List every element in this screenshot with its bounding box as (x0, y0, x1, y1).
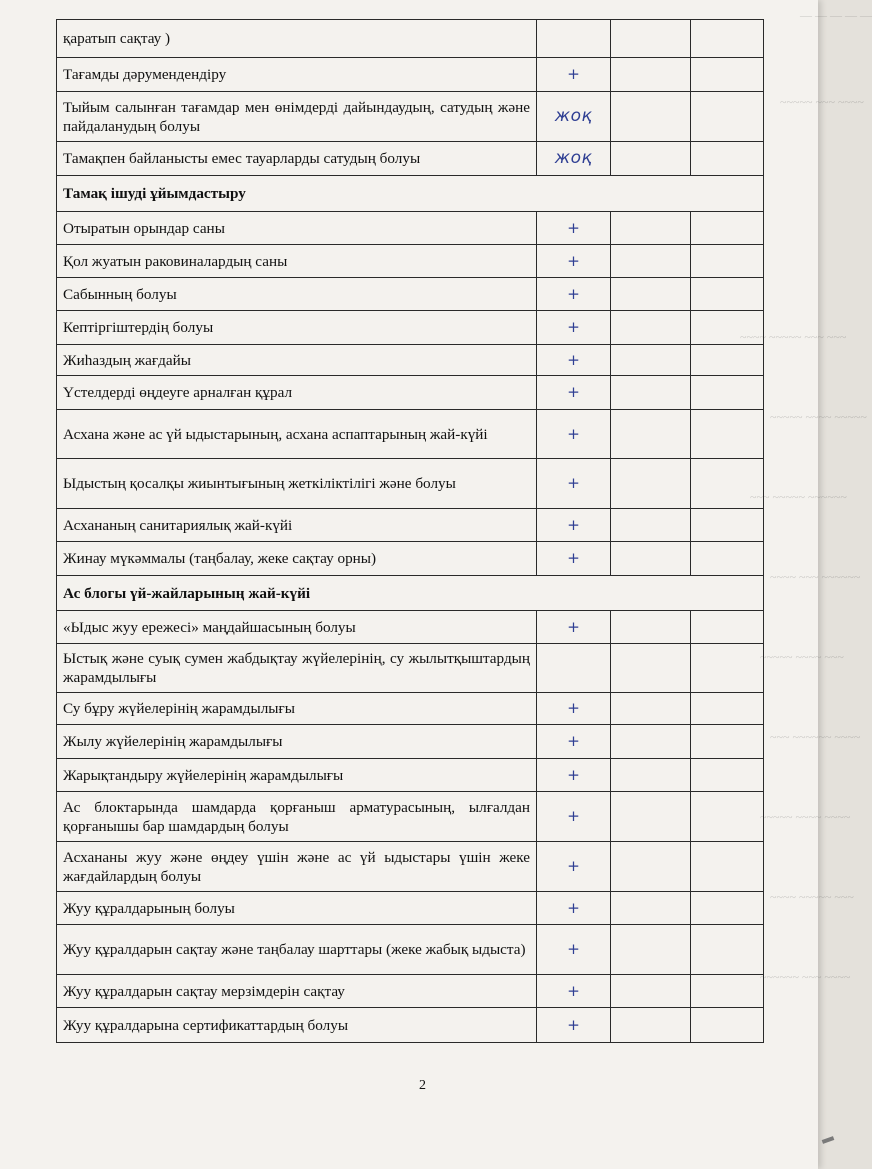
handwritten-mark: + (537, 58, 611, 92)
table-row (57, 542, 764, 576)
handwritten-mark: + (537, 925, 611, 975)
handwritten-mark: + (537, 975, 611, 1008)
handwritten-mark: + (537, 278, 611, 311)
requirement-text: Ыстық және суық сумен жабдықтау жүйелерінің, су жылытқыштардың жарамдылығы (57, 644, 537, 693)
handwritten-mark: + (537, 345, 611, 376)
table-row (57, 58, 764, 92)
section-row (57, 176, 764, 212)
table-row (57, 345, 764, 376)
requirement-text: «Ыдыс жуу ережесі» маңдайшасының болуы (57, 611, 537, 644)
handwritten-mark: + (537, 212, 611, 245)
table-row (57, 725, 764, 759)
handwritten-mark (537, 20, 611, 58)
empty-cell (611, 278, 691, 311)
table-row (57, 278, 764, 311)
empty-cell (691, 644, 764, 693)
empty-cell (611, 20, 691, 58)
empty-cell (691, 925, 764, 975)
requirement-text: Жиһаздың жағдайы (57, 345, 537, 376)
table-row (57, 142, 764, 176)
requirement-text: Жарықтандыру жүйелерінің жарамдылығы (57, 759, 537, 792)
table-row (57, 644, 764, 693)
handwritten-mark: + (537, 509, 611, 542)
table-row (57, 92, 764, 142)
empty-cell (691, 759, 764, 792)
table-row (57, 975, 764, 1008)
requirement-text: Кептіргіштердің болуы (57, 311, 537, 345)
empty-cell (691, 975, 764, 1008)
handwritten-mark: + (537, 311, 611, 345)
table-row (57, 509, 764, 542)
empty-cell (691, 509, 764, 542)
requirement-text: Жылу жүйелерінің жарамдылығы (57, 725, 537, 759)
empty-cell (691, 693, 764, 725)
requirement-text: Жуу құралдарын сақтау және таңбалау шарттары (жеке жабық ыдыста) (57, 925, 537, 975)
requirement-text: Су бұру жүйелерінің жарамдылығы (57, 693, 537, 725)
requirement-text: Сабынның болуы (57, 278, 537, 311)
empty-cell (611, 792, 691, 842)
section-heading: Ас блогы үй-жайларының жай-күйі (57, 576, 764, 611)
table-row (57, 410, 764, 459)
empty-cell (691, 725, 764, 759)
empty-cell (691, 345, 764, 376)
empty-cell (611, 925, 691, 975)
empty-cell (691, 245, 764, 278)
empty-cell (611, 376, 691, 410)
empty-cell (611, 459, 691, 509)
requirement-text: Асхананы жуу және өңдеу үшін және ас үй ыдыстары үшін жеке жағдайлардың болуы (57, 842, 537, 892)
empty-cell (691, 892, 764, 925)
requirement-text: Жуу құралдарын сақтау мерзімдерін сақтау (57, 975, 537, 1008)
handwritten-mark: + (537, 892, 611, 925)
table-row (57, 842, 764, 892)
empty-cell (611, 644, 691, 693)
handwritten-mark: + (537, 792, 611, 842)
handwritten-mark: + (537, 542, 611, 576)
empty-cell (611, 842, 691, 892)
empty-cell (611, 212, 691, 245)
section-heading: Тамақ ішуді ұйымдастыру (57, 176, 764, 212)
requirement-text: қаратып сақтау ) (57, 20, 537, 58)
table-row (57, 759, 764, 792)
empty-cell (611, 245, 691, 278)
handwritten-mark: + (537, 376, 611, 410)
empty-cell (691, 792, 764, 842)
empty-cell (691, 311, 764, 345)
checklist-body (57, 20, 764, 1043)
requirement-text: Тыйым салынған тағамдар мен өнімдерді дайындаудың, сатудың және пайдаланудың болуы (57, 92, 537, 142)
empty-cell (611, 311, 691, 345)
table-row (57, 892, 764, 925)
empty-cell (611, 1008, 691, 1043)
table-row (57, 611, 764, 644)
requirement-text: Ыдыстың қосалқы жиынтығының жеткіліктілігі және болуы (57, 459, 537, 509)
empty-cell (611, 410, 691, 459)
requirement-text: Үстелдерді өңдеуге арналған құрал (57, 376, 537, 410)
empty-cell (691, 611, 764, 644)
table-row (57, 376, 764, 410)
empty-cell (611, 142, 691, 176)
empty-cell (611, 611, 691, 644)
handwritten-mark: + (537, 611, 611, 644)
empty-cell (611, 92, 691, 142)
empty-cell (691, 278, 764, 311)
table-row (57, 693, 764, 725)
empty-cell (691, 1008, 764, 1043)
requirement-text: Қол жуатын раковиналардың саны (57, 245, 537, 278)
empty-cell (691, 376, 764, 410)
requirement-text: Тағамды дәрумендендіру (57, 58, 537, 92)
table-row (57, 925, 764, 975)
table-row (57, 311, 764, 345)
empty-cell (691, 58, 764, 92)
handwritten-mark: + (537, 842, 611, 892)
handwritten-mark: + (537, 410, 611, 459)
bleed-through-text: — — — — — ~~~~~ ~~~ ~~~~ ~~~~ ~~~~~ ~~~ ~~~ ~~~~~ ~~~~ ~~~~~ ~~~ ~~~~~ ~~~~~~ ~~~~ ~~~ ~~~~~~ ~~~~~ ~~~~ ~~~ ~~~ ~~~~~~ ~~~~ ~~~~~ ~~~~ ~~~~ ~~~~ ~~~~~ ~~~ ~~~~~~ ~~~ ~~~~ (740, 8, 872, 984)
handwritten-mark: + (537, 245, 611, 278)
table-row (57, 1008, 764, 1043)
empty-cell (611, 725, 691, 759)
empty-cell (691, 842, 764, 892)
handwritten-mark: жоқ (537, 142, 611, 176)
empty-cell (691, 542, 764, 576)
page-number: 2 (419, 1078, 426, 1093)
table-row (57, 212, 764, 245)
empty-cell (611, 693, 691, 725)
empty-cell (691, 410, 764, 459)
empty-cell (611, 509, 691, 542)
table-row (57, 792, 764, 842)
empty-cell (611, 58, 691, 92)
empty-cell (611, 345, 691, 376)
table-row (57, 245, 764, 278)
empty-cell (691, 20, 764, 58)
empty-cell (611, 759, 691, 792)
table-row (57, 20, 764, 58)
requirement-text: Отыратын орындар саны (57, 212, 537, 245)
empty-cell (611, 975, 691, 1008)
requirement-text: Жинау мүкәммалы (таңбалау, жеке сақтау орны) (57, 542, 537, 576)
empty-cell (691, 459, 764, 509)
empty-cell (611, 892, 691, 925)
handwritten-mark: + (537, 693, 611, 725)
requirement-text: Ас блоктарында шамдарда қорғаныш арматурасының, ылғалдан қорғанышы бар шамдардың болуы (57, 792, 537, 842)
requirement-text: Жуу құралдарының болуы (57, 892, 537, 925)
scan-artifact (822, 1136, 835, 1144)
section-row (57, 576, 764, 611)
requirement-text: Асхананың санитариялық жай-күйі (57, 509, 537, 542)
handwritten-mark: + (537, 759, 611, 792)
empty-cell (691, 142, 764, 176)
empty-cell (691, 212, 764, 245)
requirement-text: Тамақпен байланысты емес тауарларды сатудың болуы (57, 142, 537, 176)
empty-cell (611, 542, 691, 576)
empty-cell (691, 92, 764, 142)
checklist-table (56, 19, 764, 1043)
requirement-text: Жуу құралдарына сертификаттардың болуы (57, 1008, 537, 1043)
handwritten-mark: + (537, 725, 611, 759)
handwritten-mark: + (537, 1008, 611, 1043)
handwritten-mark: жоқ (537, 92, 611, 142)
requirement-text: Асхана және ас үй ыдыстарының, асхана аспаптарының жай-күйі (57, 410, 537, 459)
handwritten-mark (537, 644, 611, 693)
table-row (57, 459, 764, 509)
handwritten-mark: + (537, 459, 611, 509)
